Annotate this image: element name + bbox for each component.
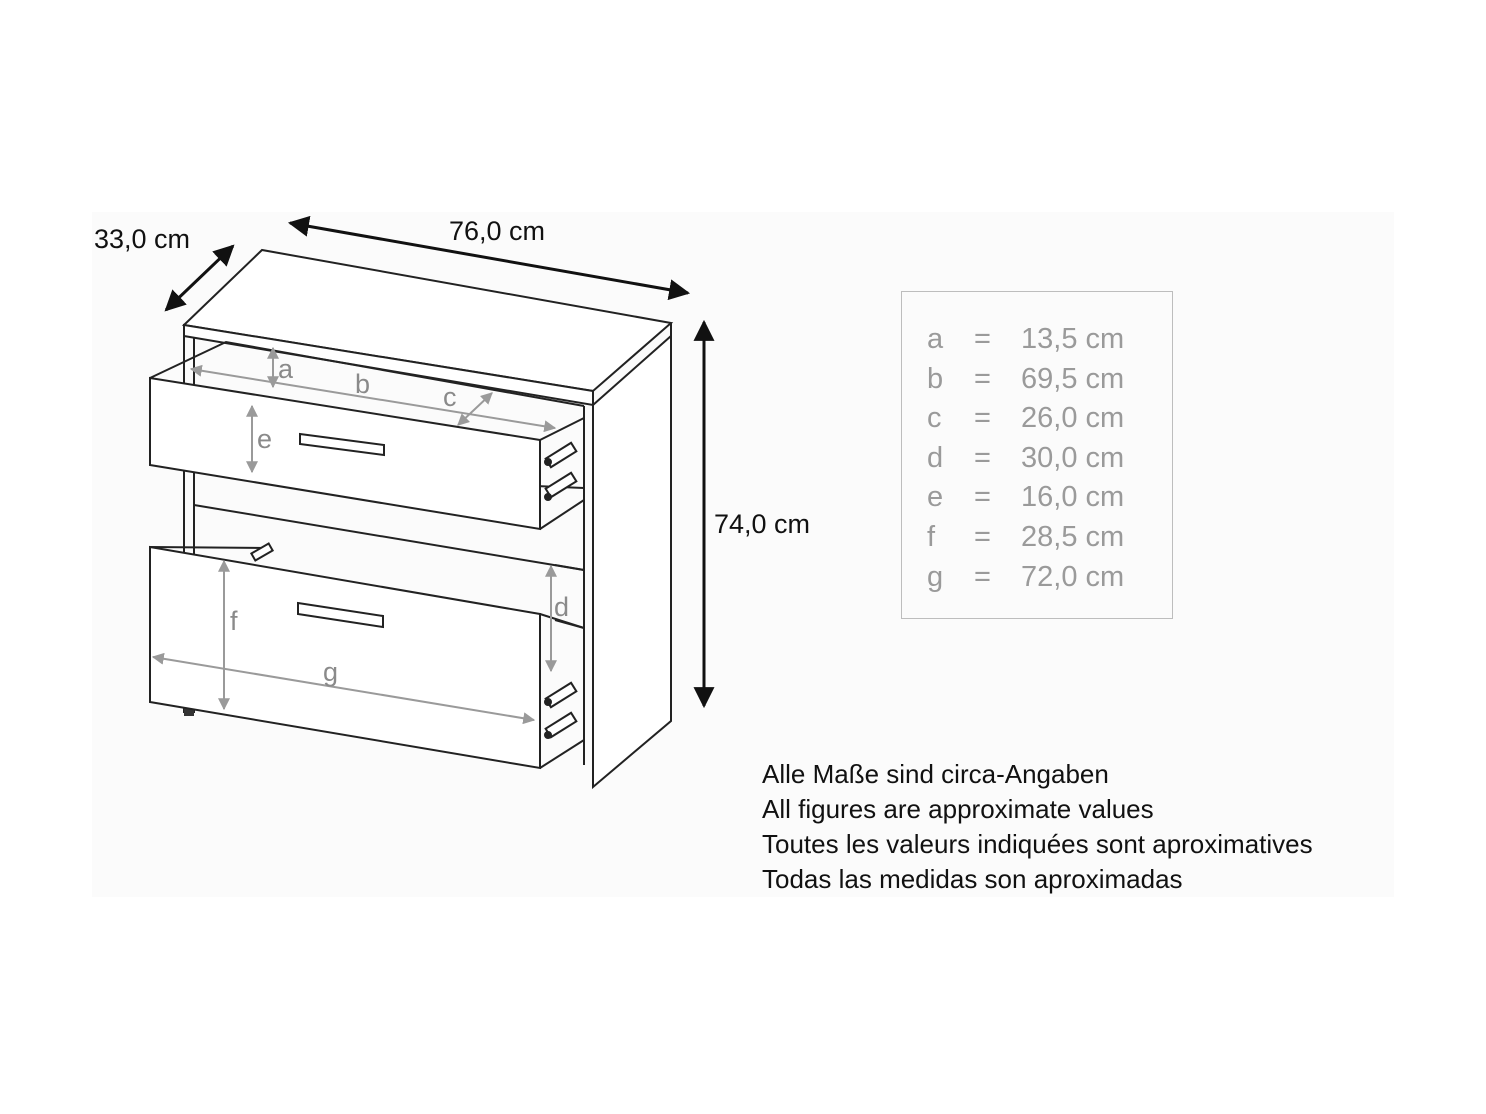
legend-key: d xyxy=(927,442,944,474)
legend-value: 69,5 cm xyxy=(1021,363,1125,395)
legend-value: 28,5 cm xyxy=(1021,521,1125,553)
legend-value: 72,0 cm xyxy=(1021,561,1125,593)
legend-equals: = xyxy=(974,561,991,593)
note-french: Toutes les valeurs indiquées sont aproximatives xyxy=(762,829,1313,859)
legend-value: 30,0 cm xyxy=(1021,442,1125,474)
label-c: c xyxy=(443,382,457,412)
label-e: e xyxy=(257,424,273,454)
cabinet-side xyxy=(593,336,671,787)
legend-key: c xyxy=(927,402,942,434)
label-d: d xyxy=(554,592,570,622)
label-f: f xyxy=(230,606,238,636)
legend-equals: = xyxy=(974,521,991,553)
legend-key: a xyxy=(927,323,944,355)
legend-value: 16,0 cm xyxy=(1021,481,1125,513)
label-a: a xyxy=(278,354,294,384)
note-spanish: Todas las medidas son aproximadas xyxy=(762,864,1183,894)
label-b: b xyxy=(355,369,371,399)
width-label: 76,0 cm xyxy=(449,216,546,246)
legend-equals: = xyxy=(974,481,991,513)
depth-label: 33,0 cm xyxy=(94,224,191,254)
legend-key: g xyxy=(927,561,944,593)
legend-value: 26,0 cm xyxy=(1021,402,1125,434)
note-german: Alle Maße sind circa-Angaben xyxy=(762,759,1109,789)
legend-equals: = xyxy=(974,323,991,355)
legend-key: b xyxy=(927,363,944,395)
legend-row-g xyxy=(902,561,1172,601)
legend-key: e xyxy=(927,481,944,513)
legend-row-a xyxy=(902,323,1172,363)
legend-row-b xyxy=(902,363,1172,403)
note-english: All figures are approximate values xyxy=(762,794,1154,824)
legend-row-e xyxy=(902,481,1172,521)
label-g: g xyxy=(323,657,339,687)
height-label: 74,0 cm xyxy=(714,509,811,539)
legend-row-d xyxy=(902,442,1172,482)
legend-value: 13,5 cm xyxy=(1021,323,1125,355)
legend-key: f xyxy=(927,521,936,553)
legend-equals: = xyxy=(974,442,991,474)
legend-equals: = xyxy=(974,363,991,395)
dimension-legend xyxy=(901,291,1173,619)
legend-equals: = xyxy=(974,402,991,434)
legend-row-f xyxy=(902,521,1172,561)
approximation-notes xyxy=(762,757,1313,897)
legend-row-c xyxy=(902,402,1172,442)
